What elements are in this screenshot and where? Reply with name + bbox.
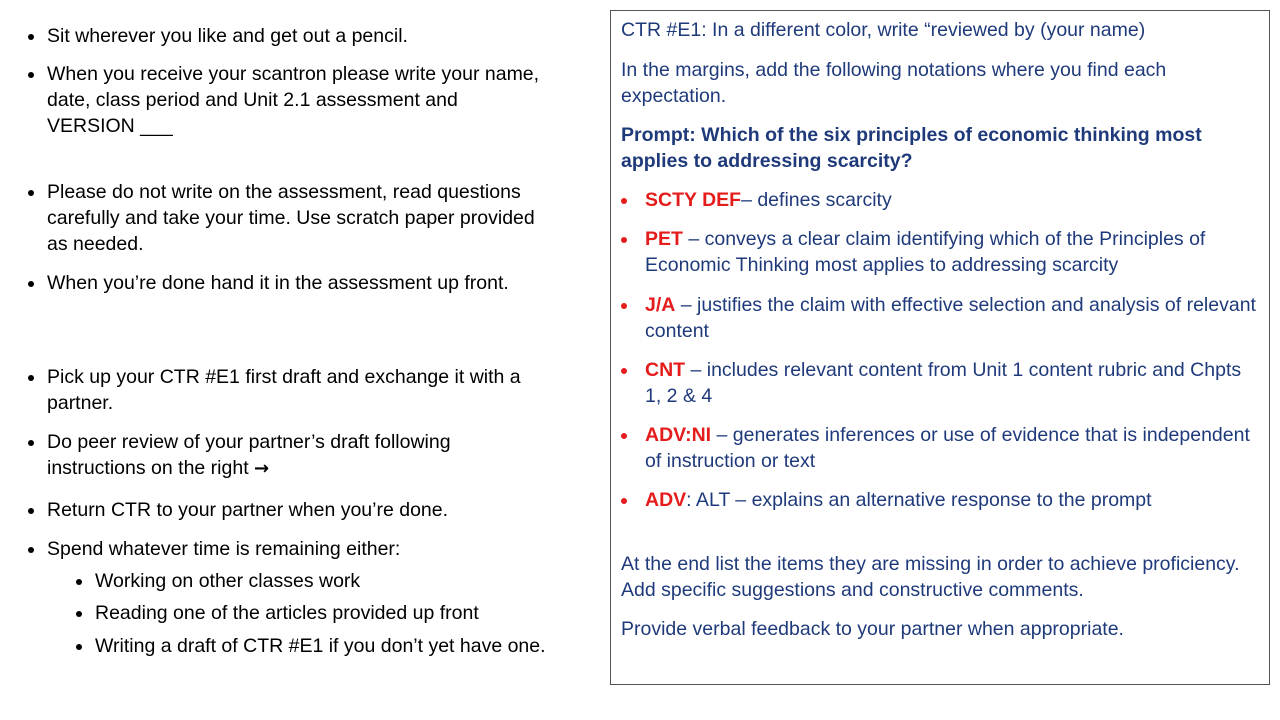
list-item: Please do not write on the assessment, read questions carefully and take your time. Use scratch paper provided as needed.	[28, 179, 548, 257]
bullet-icon	[76, 644, 82, 650]
rubric-item: ADV:NI – generates inferences or use of evidence that is independent of instruction or text	[621, 422, 1261, 474]
rubric-item: SCTY DEF– defines scarcity	[621, 187, 1261, 213]
rubric-item: ADV: ALT – explains an alternative response to the prompt	[621, 487, 1261, 513]
list-item: When you receive your scantron please write your name, date, class period and Unit 2.1 assessment and VERSION ___	[28, 61, 548, 139]
bullet-icon	[621, 433, 627, 439]
rubric-code: ADV	[645, 489, 687, 511]
list-item: Pick up your CTR #E1 first draft and exchange it with a partner.	[28, 364, 548, 416]
closing-instruction: At the end list the items they are missing in order to achieve proficiency. Add specific suggestions and constructive comments.	[621, 553, 1240, 601]
sub-list-item: Reading one of the articles provided up front	[76, 600, 546, 626]
peer-review-instructions-box	[610, 10, 1270, 685]
bullet-icon	[621, 198, 627, 204]
rubric-code: CNT	[645, 359, 686, 381]
bullet-icon	[621, 237, 627, 243]
closing-instruction: Provide verbal feedback to your partner when appropriate.	[621, 618, 1124, 640]
bullet-icon	[28, 440, 34, 446]
bullet-icon	[28, 375, 34, 381]
prompt-text: Prompt: Which of the six principles of economic thinking most applies to addressing scarcity?	[621, 124, 1202, 172]
rubric-code: SCTY DEF	[645, 189, 742, 211]
list-item: Sit wherever you like and get out a pencil.	[28, 23, 548, 49]
list-item: Spend whatever time is remaining either:	[28, 536, 548, 562]
rubric-item: PET – conveys a clear claim identifying which of the Principles of Economic Thinking most applies to addressing scarcity	[621, 226, 1261, 278]
list-item: When you’re done hand it in the assessment up front.	[28, 270, 548, 296]
rubric-code: ADV:NI	[645, 424, 712, 446]
sub-list-item: Writing a draft of CTR #E1 if you don’t yet have one.	[76, 633, 546, 659]
instructions-list	[28, 0, 568, 720]
rubric-code: PET	[645, 228, 683, 250]
arrow-right-icon: →	[254, 458, 270, 479]
bullet-icon	[76, 611, 82, 617]
list-item: Return CTR to your partner when you’re done.	[28, 497, 548, 523]
bullet-icon	[76, 579, 82, 585]
bullet-icon	[28, 190, 34, 196]
bullet-icon	[621, 368, 627, 374]
rubric-item: CNT – includes relevant content from Unit 1 content rubric and Chpts 1, 2 & 4	[621, 357, 1261, 409]
bullet-icon	[28, 72, 34, 78]
bullet-icon	[621, 498, 627, 504]
bullet-icon	[28, 508, 34, 514]
list-item: Do peer review of your partner’s draft following instructions on the right →	[28, 429, 548, 482]
bullet-icon	[621, 303, 627, 309]
box-instruction: In the margins, add the following notations where you find each expectation.	[621, 59, 1167, 107]
bullet-icon	[28, 281, 34, 287]
rubric-code: J/A	[645, 294, 676, 316]
bullet-icon	[28, 34, 34, 40]
bullet-icon	[28, 547, 34, 553]
rubric-item: J/A – justifies the claim with effective selection and analysis of relevant content	[621, 292, 1261, 344]
sub-list-item: Working on other classes work	[76, 568, 546, 594]
box-heading: CTR #E1: In a different color, write “reviewed by (your name)	[621, 19, 1146, 41]
